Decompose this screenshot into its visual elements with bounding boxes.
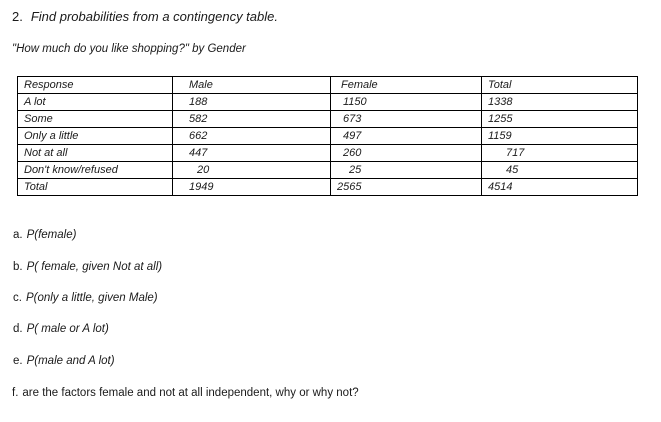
- question-d: [13, 323, 109, 335]
- cell-female: 497: [331, 128, 482, 145]
- cell-total: 717: [482, 145, 638, 162]
- table-row: [18, 145, 638, 162]
- header-male: Male: [173, 77, 331, 94]
- header-response: Response: [18, 77, 173, 94]
- question-text: P( female, given Not at all): [26, 261, 163, 273]
- question-e: [13, 355, 115, 367]
- cell-male: 1949: [173, 179, 331, 196]
- contingency-table: [17, 76, 638, 196]
- header-total: Total: [482, 77, 638, 94]
- row-label: Some: [18, 111, 173, 128]
- table-header-row: [18, 77, 638, 94]
- row-label: Total: [18, 179, 173, 196]
- question-heading: [12, 9, 278, 24]
- cell-total: 45: [482, 162, 638, 179]
- cell-female: 2565: [331, 179, 482, 196]
- cell-female: 260: [331, 145, 482, 162]
- table-row: [18, 162, 638, 179]
- question-f: [12, 387, 359, 399]
- table-row: [18, 128, 638, 145]
- question-text: are the factors female and not at all independent, why or why not?: [22, 387, 359, 399]
- cell-male: 662: [173, 128, 331, 145]
- question-a: [13, 229, 76, 241]
- question-text: P( male or A lot): [26, 323, 109, 335]
- question-label: c.: [13, 292, 22, 304]
- cell-male: 582: [173, 111, 331, 128]
- row-label: Not at all: [18, 145, 173, 162]
- table-caption: "How much do you like shopping?" by Gender: [12, 43, 246, 55]
- question-label: a.: [13, 229, 23, 241]
- header-female: Female: [331, 77, 482, 94]
- cell-male: 447: [173, 145, 331, 162]
- cell-total: 4514: [482, 179, 638, 196]
- question-label: d.: [13, 323, 23, 335]
- cell-female: 25: [331, 162, 482, 179]
- question-label: f.: [12, 387, 19, 399]
- row-label: A lot: [18, 94, 173, 111]
- table-total-row: [18, 179, 638, 196]
- cell-male: 188: [173, 94, 331, 111]
- cell-total: 1159: [482, 128, 638, 145]
- row-label: Don't know/refused: [18, 162, 173, 179]
- question-c: [13, 292, 158, 304]
- question-title: Find probabilities from a contingency table.: [30, 9, 278, 24]
- question-text: P(female): [26, 229, 77, 241]
- cell-male: 20: [173, 162, 331, 179]
- cell-female: 1150: [331, 94, 482, 111]
- table-row: [18, 111, 638, 128]
- question-label: b.: [13, 261, 23, 273]
- question-label: e.: [13, 355, 23, 367]
- cell-total: 1338: [482, 94, 638, 111]
- question-number: 2.: [12, 9, 23, 24]
- question-b: [13, 261, 162, 273]
- row-label: Only a little: [18, 128, 173, 145]
- cell-female: 673: [331, 111, 482, 128]
- cell-total: 1255: [482, 111, 638, 128]
- table-row: [18, 94, 638, 111]
- question-text: P(male and A lot): [26, 355, 115, 367]
- question-text: P(only a little, given Male): [25, 292, 158, 304]
